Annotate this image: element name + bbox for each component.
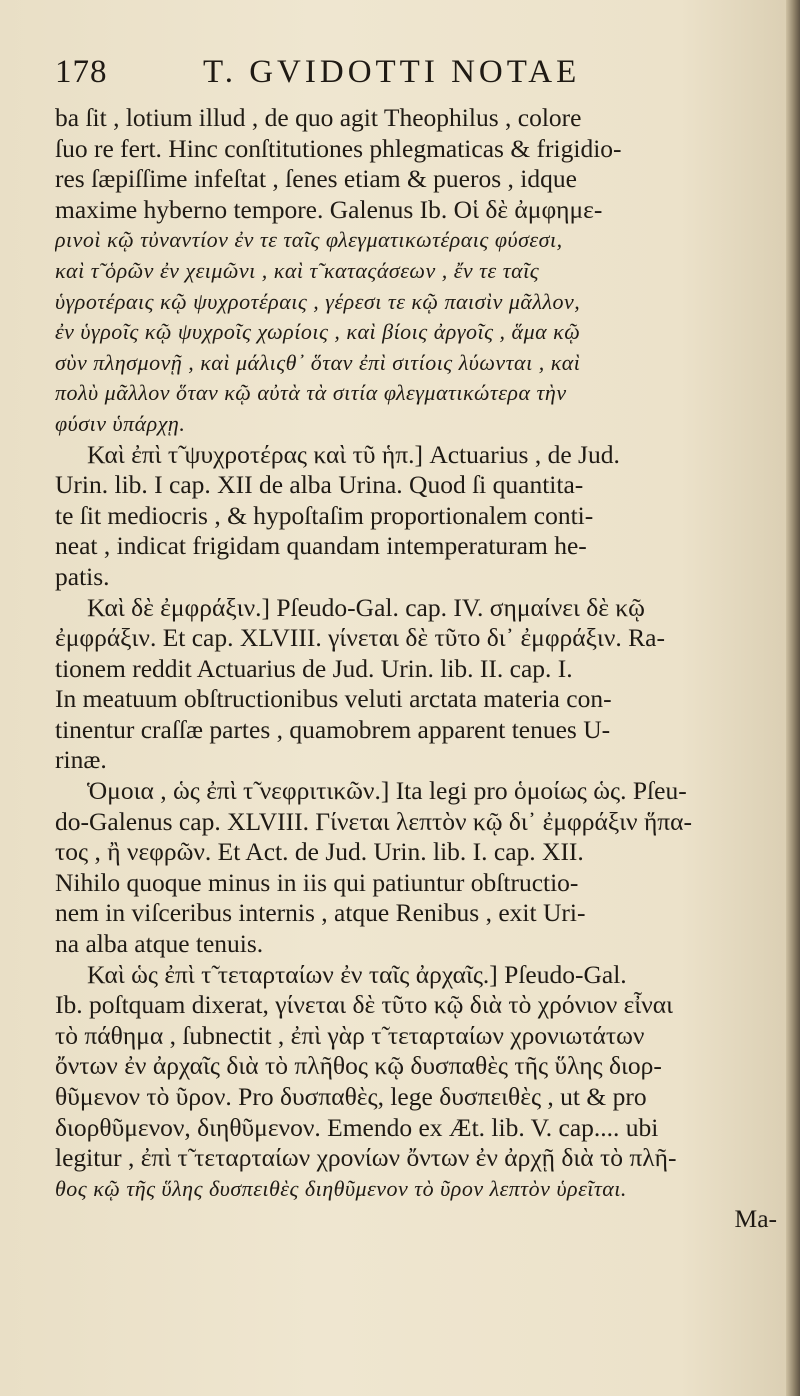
text-line: διορθῦμενον, διηθῦμενον. Emendo ex Æt. lib. V. cap.... ubi [55, 1112, 659, 1142]
text-line: tinentur craſſæ partes , quamobrem apparent tenues U- [55, 714, 611, 744]
lemma-line: Καὶ ἐπὶ τ̃ ψυχροτέρας καὶ τῦ ἡπ.] Actuarius , de Jud. [87, 439, 620, 469]
page-header [55, 54, 775, 102]
text-line: patis. [55, 561, 110, 591]
greek-line: πολὺ μᾶλλον ὅταν κῷ αὐτὰ τὰ σιτία φλεγματικώτερα τὴν [55, 380, 567, 406]
greek-line: ὑγροτέραις κῷ ψυχροτέραις , γέρεσι τε κῷ παισὶν μᾶλλον, [55, 288, 581, 314]
text-body [55, 103, 785, 1235]
greek-line: σὺν πλησμονῇ , καὶ μάλιςθ᾽ ὅταν ἐπὶ σιτίοις λύωνται , καὶ [55, 349, 581, 375]
text-line: rinæ. [55, 745, 107, 775]
catchword: Ma- [734, 1204, 777, 1234]
text-line: ἐμφράξιν. Et cap. XLVIII. γίνεται δὲ τῦτο δι᾽ ἐμφράξιν. Ra- [55, 623, 665, 653]
text-line: tionem reddit Actuarius de Jud. Urin. lib. II. cap. I. [55, 653, 573, 683]
text-line: res ſæpiſſime infeſtat , ſenes etiam & pueros , idque [55, 164, 577, 194]
text-line: do-Galenus cap. XLVIII. Γίνεται λεπτὸν κῷ δι᾽ ἐμφράξιν ἥπα- [55, 806, 693, 836]
page-edge [786, 0, 800, 1396]
text-line: Ib. poſtquam dixerat, γίνεται δὲ τῦτο κῷ διὰ τὸ χρόνιον εἶναι [55, 990, 673, 1020]
greek-line: ἐν ὑγροῖς κῷ ψυχροῖς χωρίοις , καὶ βίοις ἀργοῖς , ἅμα κῷ [55, 319, 581, 345]
page-number: 178 [55, 54, 108, 90]
text-line: τὸ πάθημα , ſubnectit , ἐπὶ γὰρ τ̃ τεταρταίων χρονιωτάτων [55, 1020, 645, 1050]
text-line: ſuo re fert. Hinc conſtitutiones phlegmaticas & frigidio- [55, 133, 622, 163]
text-line: In meatuum obſtructionibus veluti arctata materia con- [55, 684, 612, 714]
greek-line: ρινοὶ κῷ τὐναντίον ἐν τε ταῖς φλεγματικωτέραις φύσεσι, [55, 227, 563, 253]
greek-line: θος κῷ τῆς ὕλης δυσπειθὲς διηθῦμενον τὸ ῦρον λεπτὸν ὑρεῖται. [55, 1175, 627, 1201]
lemma-line: Καὶ δὲ ἐμφράξιν.] Pſeudo-Gal. cap. IV. σημαίνει δὲ κῷ [87, 592, 645, 622]
running-title: T. GVIDOTTI NOTAE [203, 54, 581, 90]
text-line: Nihilo quoque minus in iis qui patiuntur obſtructio- [55, 867, 579, 897]
greek-line: φύσιν ὑπάρχῃ. [55, 410, 186, 436]
text-line: τος , ἢ νεφρῶν. Et Act. de Jud. Urin. lib. I. cap. XII. [55, 837, 584, 867]
greek-line: καὶ τ̃ ὁρῶν ἐν χειμῶνι , καὶ τ̃ καταςάσεων , ἔν τε ταῖς [55, 257, 540, 283]
text-line: θῦμενον τὸ ῦρον. Pro δυσπαθὲς, lege δυσπειθὲς , ut & pro [55, 1082, 647, 1111]
text-line: te ſit mediocris , & hypoſtaſim proportionalem conti- [55, 500, 594, 530]
text-line: maxime hyberno tempore. Galenus Ib. Οἱ δὲ ἀμφημε- [55, 194, 603, 224]
text-line: legitur , ἐπὶ τ̃ τεταρταίων χρονίων ὄντων ἐν ἀρχῇ διὰ τὸ πλῆ- [55, 1143, 677, 1173]
lemma-line: Καὶ ὡς ἐπὶ τ̃ τεταρταίων ἐν ταῖς ἀρχαῖς.] Pſeudo-Gal. [87, 959, 627, 989]
text-line: ba ſit , lotium illud , de quo agit Theophilus , colore [55, 103, 582, 132]
lemma-line: Ὁμοια , ὡς ἐπὶ τ̃ νεφριτικῶν.] Ita legi pro ὁμοίως ὡς. Pſeu- [87, 776, 687, 806]
text-line: neat , indicat frigidam quandam intemperaturam he- [55, 531, 587, 561]
text-line: na alba atque tenuis. [55, 929, 264, 959]
text-line: Urin. lib. I cap. XII de alba Urina. Quod ſi quantita- [55, 470, 584, 500]
text-line: ὄντων ἐν ἀρχαῖς διὰ τὸ πλῆθος κῷ δυσπαθὲς τῆς ὕλης διορ- [55, 1051, 662, 1081]
text-line: nem in viſceribus internis , atque Renibus , exit Uri- [55, 898, 586, 928]
